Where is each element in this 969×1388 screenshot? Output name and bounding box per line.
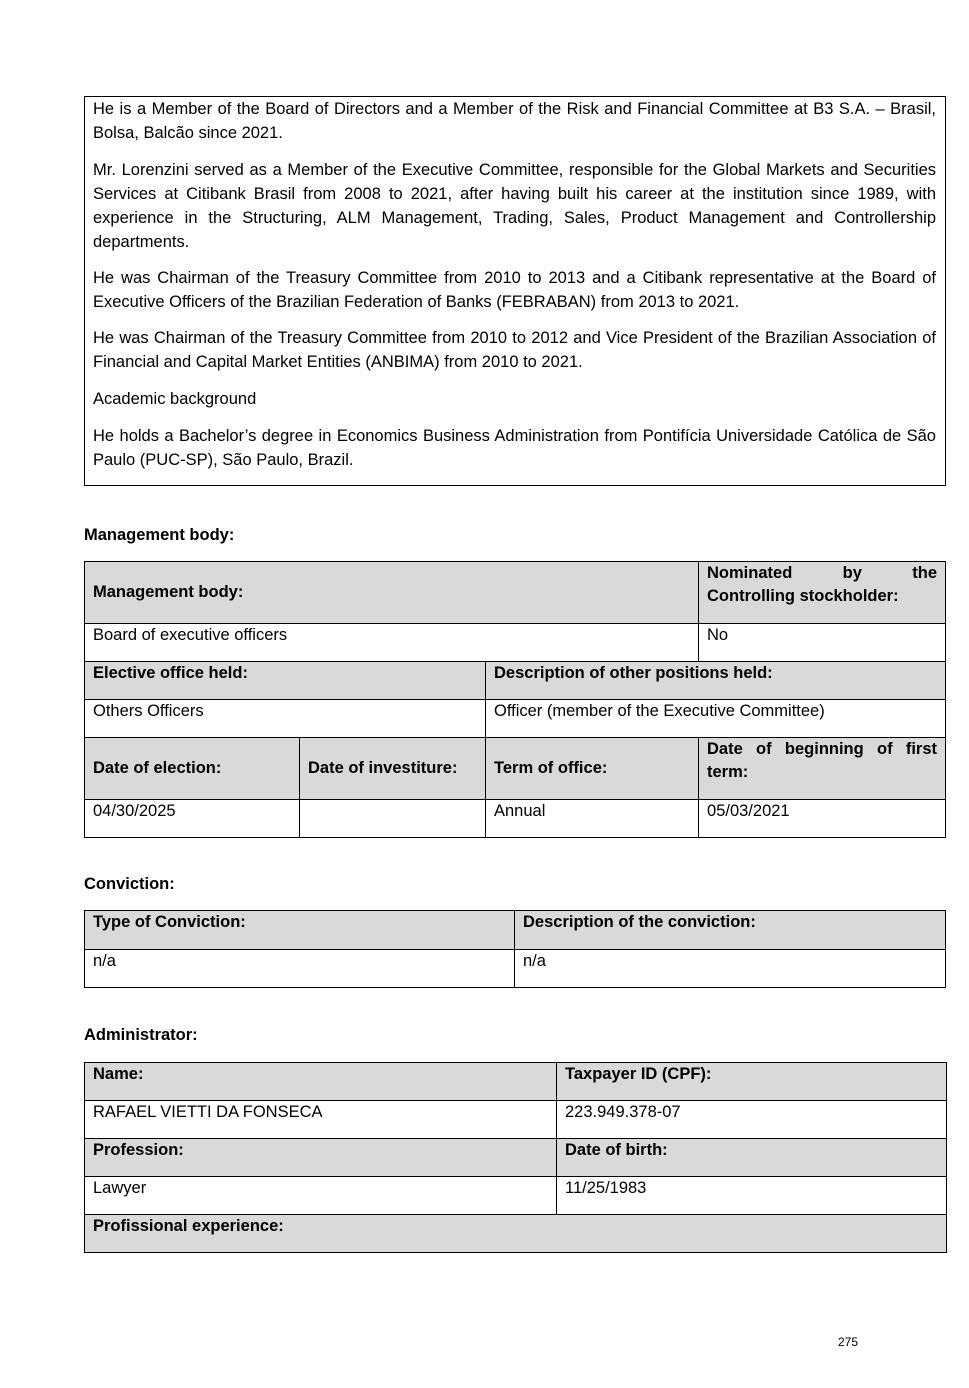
- table-row: [85, 911, 946, 950]
- nominated-label-line1: Nominated by the: [707, 564, 938, 582]
- first-term-label: [699, 738, 946, 800]
- name-value: RAFAEL VIETTI DA FONSECA: [85, 1101, 557, 1139]
- term-label: Term of office:: [486, 738, 699, 800]
- management-table: [84, 561, 946, 838]
- conviction-type-label: Type of Conviction:: [85, 911, 515, 950]
- elective-office-value: Others Officers: [85, 700, 486, 738]
- bio-paragraph-education: He holds a Bachelor’s degree in Economics Business Administration from Pontifícia Universidade Católica de São Paulo (PUC-SP), São Paulo, Brazil.: [93, 427, 936, 469]
- profession-label: Profession:: [85, 1139, 557, 1177]
- elective-office-label: Elective office held:: [85, 662, 486, 700]
- table-row: [85, 700, 946, 738]
- bio-paragraph-febraban: He was Chairman of the Treasury Committee from 2010 to 2013 and a Citibank representative at the Board of Executive Officers of the Brazilian Federation of Banks (FEBRABAN) from 2013 to 2021.: [93, 269, 936, 311]
- management-heading: Management body:: [84, 526, 235, 544]
- election-date-label: Date of election:: [85, 738, 300, 800]
- first-term-value: 05/03/2021: [699, 800, 946, 838]
- bio-paragraph-citibank-career: Mr. Lorenzini served as a Member of the Executive Committee, responsible for the Global Markets and Securities Services at Citibank Brasil from 2008 to 2021, after having built his career at the institution since 1989, with experience in the Structuring, ALM Management, Trading, Sales, Product Management and Controllership departments.: [93, 161, 936, 251]
- table-row: [85, 1101, 947, 1139]
- other-positions-label: Description of other positions held:: [486, 662, 946, 700]
- bio-paragraph-board-member: He is a Member of the Board of Directors and a Member of the Risk and Financial Committee at B3 S.A. – Brasil, Bolsa, Balcão since 2021.: [93, 100, 936, 142]
- biography-box: [84, 96, 946, 486]
- conviction-table: [84, 910, 946, 988]
- election-date-value: 04/30/2025: [85, 800, 300, 838]
- table-row: [85, 1139, 947, 1177]
- investiture-date-label: Date of investiture:: [300, 738, 486, 800]
- conviction-description-label: Description of the conviction:: [515, 911, 946, 950]
- table-row: [85, 800, 946, 838]
- other-positions-value: Officer (member of the Executive Committee): [486, 700, 946, 738]
- table-row: [85, 738, 946, 800]
- profession-value: Lawyer: [85, 1177, 557, 1215]
- table-row: [85, 950, 946, 988]
- nominated-label: [699, 562, 946, 624]
- nominated-label-line2: Controlling stockholder:: [707, 587, 899, 605]
- bio-paragraph-anbima: He was Chairman of the Treasury Committee from 2010 to 2012 and Vice President of the Brazilian Association of Financial and Capital Market Entities (ANBIMA) from 2010 to 2021.: [93, 329, 936, 371]
- table-row: [85, 1063, 947, 1101]
- investiture-date-value: [300, 800, 486, 838]
- taxpayer-id-value: 223.949.378-07: [557, 1101, 947, 1139]
- conviction-description-value: n/a: [515, 950, 946, 988]
- table-row: [85, 1177, 947, 1215]
- administrator-table: [84, 1062, 947, 1253]
- conviction-heading: Conviction:: [84, 875, 175, 893]
- table-row: [85, 1215, 947, 1253]
- management-body-value: Board of executive officers: [85, 624, 699, 662]
- administrator-heading: Administrator:: [84, 1026, 198, 1044]
- nominated-value: No: [699, 624, 946, 662]
- birth-date-value: 11/25/1983: [557, 1177, 947, 1215]
- term-value: Annual: [486, 800, 699, 838]
- professional-experience-label: Profissional experience:: [85, 1215, 947, 1253]
- conviction-type-value: n/a: [85, 950, 515, 988]
- first-term-label-line2: term:: [707, 763, 749, 781]
- table-row: [85, 562, 946, 624]
- management-body-label: Management body:: [85, 562, 699, 624]
- birth-date-label: Date of birth:: [557, 1139, 947, 1177]
- table-row: [85, 624, 946, 662]
- bio-academic-heading: Academic background: [93, 390, 257, 408]
- table-row: [85, 662, 946, 700]
- page-number: 275: [838, 1335, 859, 1349]
- name-label: Name:: [85, 1063, 557, 1101]
- first-term-label-line1: Date of beginning of first: [707, 740, 938, 758]
- taxpayer-id-label: Taxpayer ID (CPF):: [557, 1063, 947, 1101]
